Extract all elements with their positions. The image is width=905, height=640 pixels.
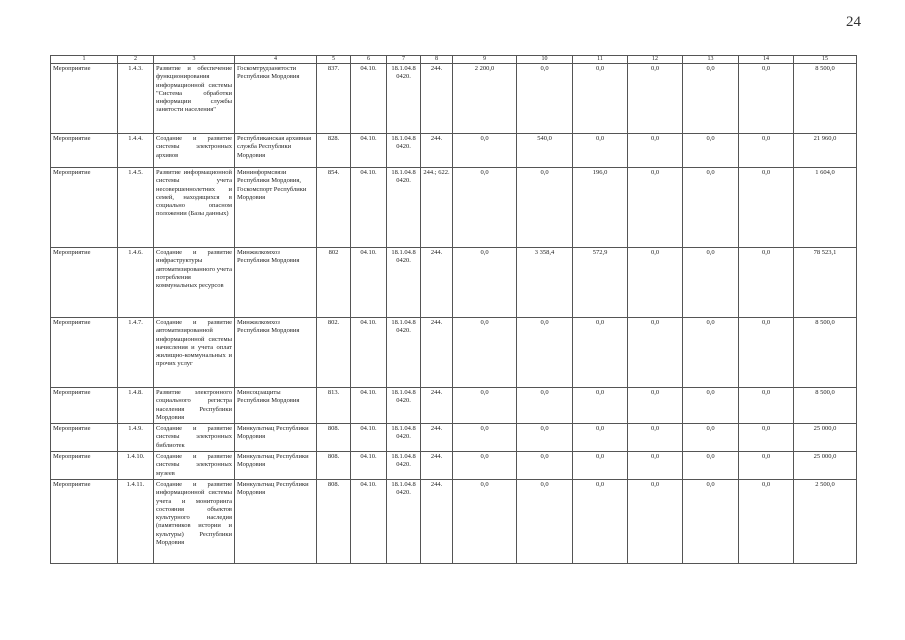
expense-type-code: 244.: [421, 134, 453, 168]
expense-type-code: 244.: [421, 424, 453, 452]
funding-col-10: 0,0: [517, 479, 573, 563]
row-type: Мероприятие: [51, 452, 118, 480]
grbs-code: 802.: [317, 318, 351, 388]
funding-total: 21 960,0: [794, 134, 857, 168]
column-number-header: 6: [351, 56, 387, 64]
funding-col-11: 0,0: [573, 64, 628, 134]
column-number-header: 1: [51, 56, 118, 64]
table-row: [51, 318, 857, 388]
funding-col-13: 0,0: [683, 388, 739, 424]
funding-col-10: 0,0: [517, 424, 573, 452]
activity-number: 1.4.7.: [118, 318, 154, 388]
target-article-code: 18.1.04.8 0420.: [387, 134, 421, 168]
program-activities-table: [50, 55, 857, 564]
grbs-code: 802: [317, 248, 351, 318]
row-type: Мероприятие: [51, 388, 118, 424]
column-number-header: 14: [739, 56, 794, 64]
funding-col-9: 0,0: [453, 168, 517, 248]
section-code: 04.10.: [351, 479, 387, 563]
funding-col-11: 0,0: [573, 452, 628, 480]
target-article-code: 18.1.04.8 0420.: [387, 424, 421, 452]
column-number-header: 3: [154, 56, 235, 64]
table-row: [51, 479, 857, 563]
funding-col-9: 0,0: [453, 479, 517, 563]
section-code: 04.10.: [351, 424, 387, 452]
table-row: [51, 168, 857, 248]
executor: Минжилкомхоз Республики Мордовия: [235, 318, 317, 388]
funding-col-11: 572,9: [573, 248, 628, 318]
expense-type-code: 244.: [421, 318, 453, 388]
funding-col-12: 0,0: [628, 64, 683, 134]
expense-type-code: 244.: [421, 64, 453, 134]
funding-col-11: 0,0: [573, 318, 628, 388]
table-row: [51, 388, 857, 424]
column-number-header: 11: [573, 56, 628, 64]
funding-col-10: 0,0: [517, 318, 573, 388]
target-article-code: 18.1.04.8 0420.: [387, 64, 421, 134]
funding-total: 8 500,0: [794, 388, 857, 424]
target-article-code: 18.1.04.8 0420.: [387, 248, 421, 318]
page-number: 24: [846, 14, 861, 30]
executor: Минкультнац Республики Мордовия: [235, 452, 317, 480]
executor: Госкомтрудзанятости Республики Мордовия: [235, 64, 317, 134]
activity-number: 1.4.11.: [118, 479, 154, 563]
row-type: Мероприятие: [51, 168, 118, 248]
expense-type-code: 244.; 622.: [421, 168, 453, 248]
funding-col-9: 0,0: [453, 248, 517, 318]
activity-name: Развитие и обеспечение функционирования информационной системы "Система обработки информации службы занятости населения": [154, 64, 235, 134]
column-number-row: [51, 56, 857, 64]
funding-col-13: 0,0: [683, 168, 739, 248]
executor: Минсоцзащиты Республики Мордовия: [235, 388, 317, 424]
activity-name: Создание и развитие информационной системы учета и мониторинга состояния объектов культурного наследия (памятников истории и культуры) Республики Мордовия: [154, 479, 235, 563]
funding-col-14: 0,0: [739, 388, 794, 424]
funding-col-11: 0,0: [573, 388, 628, 424]
funding-col-14: 0,0: [739, 168, 794, 248]
column-number-header: 10: [517, 56, 573, 64]
funding-total: 25 000,0: [794, 424, 857, 452]
grbs-code: 828.: [317, 134, 351, 168]
funding-col-11: 0,0: [573, 134, 628, 168]
funding-total: 8 500,0: [794, 64, 857, 134]
section-code: 04.10.: [351, 318, 387, 388]
funding-col-12: 0,0: [628, 134, 683, 168]
row-type: Мероприятие: [51, 479, 118, 563]
activity-number: 1.4.9.: [118, 424, 154, 452]
funding-col-14: 0,0: [739, 248, 794, 318]
funding-col-13: 0,0: [683, 424, 739, 452]
target-article-code: 18.1.04.8 0420.: [387, 388, 421, 424]
activity-name: Создание и развитие автоматизированной информационной системы начисления и учета оплат жилищно-коммунальных и прочих услуг: [154, 318, 235, 388]
activity-number: 1.4.8.: [118, 388, 154, 424]
grbs-code: 808.: [317, 424, 351, 452]
grbs-code: 808.: [317, 452, 351, 480]
activity-name: Создание и развитие системы электронных архивов: [154, 134, 235, 168]
grbs-code: 808.: [317, 479, 351, 563]
target-article-code: 18.1.04.8 0420.: [387, 479, 421, 563]
grbs-code: 854.: [317, 168, 351, 248]
activity-number: 1.4.4.: [118, 134, 154, 168]
funding-col-9: 0,0: [453, 318, 517, 388]
funding-col-11: 0,0: [573, 424, 628, 452]
funding-col-14: 0,0: [739, 134, 794, 168]
funding-total: 2 500,0: [794, 479, 857, 563]
funding-col-12: 0,0: [628, 248, 683, 318]
grbs-code: 813.: [317, 388, 351, 424]
grbs-code: 837.: [317, 64, 351, 134]
funding-col-12: 0,0: [628, 479, 683, 563]
column-number-header: 5: [317, 56, 351, 64]
column-number-header: 15: [794, 56, 857, 64]
table-row: [51, 424, 857, 452]
funding-col-10: 0,0: [517, 168, 573, 248]
funding-total: 8 500,0: [794, 318, 857, 388]
executor: Минкультнац Республики Мордовия: [235, 479, 317, 563]
funding-col-13: 0,0: [683, 318, 739, 388]
row-type: Мероприятие: [51, 64, 118, 134]
funding-col-14: 0,0: [739, 452, 794, 480]
target-article-code: 18.1.04.8 0420.: [387, 168, 421, 248]
table-row: [51, 64, 857, 134]
funding-total: 25 000,0: [794, 452, 857, 480]
column-number-header: 12: [628, 56, 683, 64]
funding-col-13: 0,0: [683, 452, 739, 480]
funding-col-9: 0,0: [453, 134, 517, 168]
activity-number: 1.4.6.: [118, 248, 154, 318]
section-code: 04.10.: [351, 388, 387, 424]
activity-number: 1.4.3.: [118, 64, 154, 134]
section-code: 04.10.: [351, 134, 387, 168]
funding-col-9: 0,0: [453, 452, 517, 480]
section-code: 04.10.: [351, 64, 387, 134]
row-type: Мероприятие: [51, 134, 118, 168]
funding-col-12: 0,0: [628, 318, 683, 388]
funding-col-13: 0,0: [683, 479, 739, 563]
funding-col-13: 0,0: [683, 134, 739, 168]
section-code: 04.10.: [351, 168, 387, 248]
column-number-header: 2: [118, 56, 154, 64]
column-number-header: 13: [683, 56, 739, 64]
funding-col-10: 540,0: [517, 134, 573, 168]
funding-col-13: 0,0: [683, 64, 739, 134]
activity-name: Создание и развитие системы электронных библиотек: [154, 424, 235, 452]
executor: Минжилкомхоз Республики Мордовия: [235, 248, 317, 318]
target-article-code: 18.1.04.8 0420.: [387, 318, 421, 388]
column-number-header: 8: [421, 56, 453, 64]
funding-col-14: 0,0: [739, 479, 794, 563]
funding-col-10: 0,0: [517, 388, 573, 424]
funding-col-14: 0,0: [739, 318, 794, 388]
executor: Минкультнац Республики Мордовия: [235, 424, 317, 452]
activity-number: 1.4.10.: [118, 452, 154, 480]
executor: Мининформсвязи Республики Мордовия, Госкомспорт Республики Мордовия: [235, 168, 317, 248]
funding-col-10: 0,0: [517, 452, 573, 480]
row-type: Мероприятие: [51, 248, 118, 318]
funding-col-11: 196,0: [573, 168, 628, 248]
section-code: 04.10.: [351, 452, 387, 480]
funding-col-9: 0,0: [453, 424, 517, 452]
funding-total: 78 523,1: [794, 248, 857, 318]
funding-col-12: 0,0: [628, 168, 683, 248]
funding-col-9: 0,0: [453, 388, 517, 424]
expense-type-code: 244.: [421, 452, 453, 480]
funding-col-9: 2 200,0: [453, 64, 517, 134]
funding-col-14: 0,0: [739, 424, 794, 452]
column-number-header: 9: [453, 56, 517, 64]
funding-col-12: 0,0: [628, 388, 683, 424]
executor: Республиканская архивная служба Республики Мордовия: [235, 134, 317, 168]
section-code: 04.10.: [351, 248, 387, 318]
funding-col-14: 0,0: [739, 64, 794, 134]
column-number-header: 7: [387, 56, 421, 64]
activity-name: Развитие электронного социального регистра населения Республики Мордовия: [154, 388, 235, 424]
activity-name: Развитие информационной системы учета несовершеннолетних и семей, находящихся в социально опасном положении (Базы данных): [154, 168, 235, 248]
row-type: Мероприятие: [51, 424, 118, 452]
table-row: [51, 452, 857, 480]
activity-name: Создание и развитие инфраструктуры автоматизированного учета потребления коммунальных ресурсов: [154, 248, 235, 318]
activity-name: Создание и развитие системы электронных музеев: [154, 452, 235, 480]
row-type: Мероприятие: [51, 318, 118, 388]
funding-total: 1 604,0: [794, 168, 857, 248]
column-number-header: 4: [235, 56, 317, 64]
expense-type-code: 244.: [421, 248, 453, 318]
target-article-code: 18.1.04.8 0420.: [387, 452, 421, 480]
activity-number: 1.4.5.: [118, 168, 154, 248]
funding-col-10: 0,0: [517, 64, 573, 134]
table-row: [51, 248, 857, 318]
funding-col-10: 3 358,4: [517, 248, 573, 318]
funding-col-11: 0,0: [573, 479, 628, 563]
funding-col-13: 0,0: [683, 248, 739, 318]
funding-col-12: 0,0: [628, 424, 683, 452]
expense-type-code: 244.: [421, 388, 453, 424]
table-row: [51, 134, 857, 168]
expense-type-code: 244.: [421, 479, 453, 563]
funding-col-12: 0,0: [628, 452, 683, 480]
